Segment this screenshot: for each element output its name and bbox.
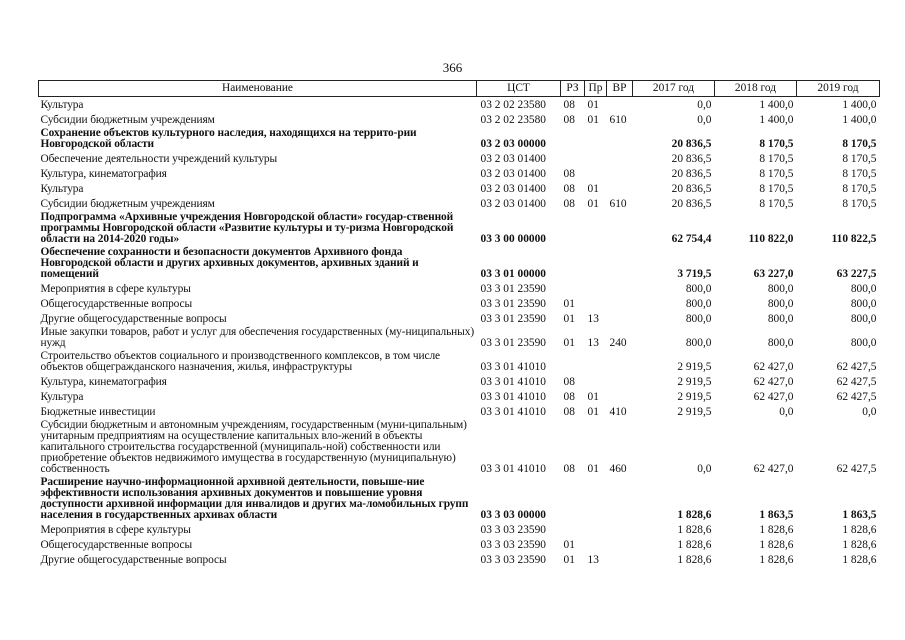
row-2019: 62 427,5 [836,391,877,403]
row-vr [607,522,633,537]
row-vr [607,296,633,311]
row-2017: 800,0 [685,313,712,325]
row-2017: 1 828,6 [677,509,712,521]
row-2017: 0,0 [697,114,712,126]
row-2018: 1 828,6 [759,554,794,566]
row-name: Другие общегосударственные вопросы [40,554,227,566]
row-cst: 03 2 02 23580 [480,99,546,111]
row-cst: 03 3 01 00000 [480,268,546,280]
table-row [39,404,880,419]
row-rz: 08 [563,406,575,418]
row-name: Субсидии бюджетным учреждениям [40,198,215,210]
row-2017: 800,0 [685,298,712,310]
row-pr: 01 [587,391,599,403]
row-2018: 800,0 [767,337,794,349]
row-name: Подпрограмма «Архивные учреждения Новгородской области» государ-ственной программы Новгородской области «Развитие культуры и ту-ризма Новгородской области на 2014-2020 годы» [40,211,454,245]
row-2018: 8 170,5 [759,138,794,150]
row-rz: 08 [563,198,575,210]
row-name: Бюджетные инвестиции [40,406,156,418]
row-cst: 03 3 01 41010 [480,391,546,403]
row-cst: 03 3 01 41010 [480,361,546,373]
row-2019: 800,0 [850,313,877,325]
row-rz: 01 [563,313,575,325]
row-cst: 03 2 03 00000 [480,138,546,150]
row-2019: 62 427,5 [836,376,877,388]
row-vr [607,246,633,281]
row-rz: 08 [563,183,575,195]
row-2018: 1 400,0 [759,99,794,111]
row-vr: 460 [609,463,627,475]
row-rz [561,476,585,522]
row-rz [561,522,585,537]
row-2017: 20 836,5 [671,153,712,165]
row-2019: 110 822,5 [831,233,877,245]
row-2018: 63 227,0 [753,268,794,280]
row-2019: 1 828,6 [842,554,877,566]
row-2019: 1 828,6 [842,539,877,551]
row-2019: 800,0 [850,298,877,310]
table-row [39,389,880,404]
table-row [39,326,880,350]
row-vr [607,476,633,522]
row-rz [561,281,585,296]
row-cst: 03 3 01 41010 [480,376,546,388]
row-pr: 01 [587,99,599,111]
table-row [39,476,880,522]
row-vr [607,151,633,166]
row-2019: 1 828,6 [842,524,877,536]
header-name: Наименование [39,81,477,97]
row-cst: 03 2 03 01400 [480,198,546,210]
header-rz: РЗ [561,81,585,97]
row-pr [585,151,607,166]
row-2019: 8 170,5 [842,198,877,210]
page-number: 366 [442,60,463,75]
row-vr [607,166,633,181]
row-2017: 20 836,5 [671,138,712,150]
row-pr [585,211,607,246]
row-pr [585,246,607,281]
row-cst: 03 3 01 23590 [480,283,546,295]
row-cst: 03 3 03 23590 [480,524,546,536]
row-2017: 1 828,6 [677,539,712,551]
table-row [39,181,880,196]
table-row [39,522,880,537]
row-vr [607,350,633,374]
row-2018: 1 828,6 [759,524,794,536]
row-2018: 800,0 [767,313,794,325]
row-2017: 2 919,5 [677,406,712,418]
row-vr [607,537,633,552]
row-name: Обеспечение деятельности учреждений культуры [40,153,278,165]
row-rz [561,151,585,166]
row-name: Культура, кинематография [40,168,167,180]
row-2018: 62 427,0 [753,391,794,403]
table-row [39,166,880,181]
row-cst: 03 2 03 01400 [480,183,546,195]
row-rz: 08 [563,114,575,126]
row-2018: 62 427,0 [753,361,794,373]
table-row [39,97,880,113]
row-2018: 1 400,0 [759,114,794,126]
row-vr [607,374,633,389]
table-row [39,537,880,552]
row-pr: 13 [587,313,599,325]
row-name: Субсидии бюджетным и автономным учреждениям, государственным (муни-ципальным) унитарным предприятиям на осуществление капитальных вло-жений в объекты капитального строительства государственной (муниципаль-ной) собственности или приобретение объектов недвижимого имущества в государственную (муниципальную) собственность [40,419,467,475]
table-row [39,127,880,151]
header-cst: ЦСТ [477,81,561,97]
row-2017: 800,0 [685,337,712,349]
table-row [39,246,880,281]
table-header-row [39,81,880,97]
row-name: Другие общегосударственные вопросы [40,313,227,325]
row-vr [607,127,633,151]
row-2017: 20 836,5 [671,183,712,195]
row-2018: 800,0 [767,283,794,295]
row-2018: 62 427,0 [753,376,794,388]
row-name: Обеспечение сохранности и безопасности документов Архивного фонда Новгородской области и других архивных документов, архивных зданий и помещений [40,246,419,280]
header-2017: 2017 год [633,81,715,97]
row-2017: 2 919,5 [677,361,712,373]
row-pr [585,476,607,522]
row-name: Расширение научно-информационной архивной деятельности, повыше-ние эффективности использования архивных документов и повышение уровня доступности архивной информации для инвалидов и других ма-ломобильных групп населения в государственных архивах области [40,476,469,521]
row-rz: 08 [563,376,575,388]
row-pr [585,166,607,181]
table-row [39,281,880,296]
row-vr [607,311,633,326]
header-vr: ВР [607,81,633,97]
row-name: Мероприятия в сфере культуры [40,283,191,295]
table-row [39,350,880,374]
row-2019: 8 170,5 [842,168,877,180]
row-rz: 01 [563,554,575,566]
row-cst: 03 3 01 23590 [480,298,546,310]
row-rz: 08 [563,99,575,111]
row-name: Субсидии бюджетным учреждениям [40,114,215,126]
row-pr [585,127,607,151]
row-name: Общегосударственные вопросы [40,298,193,310]
row-name: Строительство объектов социального и производственного комплексов, в том числе объектов общегражданского назначения, жилья, инфраструктуры [40,350,440,373]
row-pr [585,522,607,537]
row-2018: 8 170,5 [759,168,794,180]
row-name: Иные закупки товаров, работ и услуг для обеспечения государственных (му-ниципальных) нужд [40,326,475,349]
row-2017: 2 919,5 [677,391,712,403]
row-pr [585,350,607,374]
row-cst: 03 3 03 23590 [480,539,546,551]
row-2019: 8 170,5 [842,153,877,165]
row-vr [607,211,633,246]
row-pr: 01 [587,114,599,126]
row-rz: 01 [563,539,575,551]
row-2018: 62 427,0 [753,463,794,475]
row-cst: 03 2 03 01400 [480,168,546,180]
row-name: Культура [40,391,84,403]
row-pr [585,374,607,389]
row-pr [585,296,607,311]
row-pr [585,281,607,296]
row-name: Общегосударственные вопросы [40,539,193,551]
row-2019: 62 427,5 [836,463,877,475]
header-pr: Пр [585,81,607,97]
table-row [39,552,880,567]
row-vr: 610 [609,198,627,210]
row-2019: 800,0 [850,337,877,349]
row-pr: 01 [587,463,599,475]
row-2017: 20 836,5 [671,168,712,180]
row-name: Культура [40,183,84,195]
row-2017: 62 754,4 [671,233,712,245]
row-2017: 0,0 [697,99,712,111]
row-2018: 110 822,0 [748,233,794,245]
row-cst: 03 3 01 23590 [480,313,546,325]
row-vr [607,389,633,404]
row-rz [561,350,585,374]
row-2018: 0,0 [779,406,794,418]
row-2019: 800,0 [850,283,877,295]
row-vr [607,552,633,567]
row-rz [561,211,585,246]
table-body [39,97,880,568]
row-pr: 01 [587,183,599,195]
row-vr [607,181,633,196]
row-rz: 01 [563,337,575,349]
row-2018: 800,0 [767,298,794,310]
row-2019: 8 170,5 [842,138,877,150]
row-cst: 03 3 03 00000 [480,509,546,521]
row-2018: 8 170,5 [759,198,794,210]
row-2019: 0,0 [862,406,877,418]
row-2018: 1 828,6 [759,539,794,551]
row-pr: 01 [587,406,599,418]
row-2017: 20 836,5 [671,198,712,210]
row-vr [607,281,633,296]
row-pr: 13 [587,554,599,566]
row-2018: 8 170,5 [759,183,794,195]
row-rz: 08 [563,391,575,403]
row-2017: 1 828,6 [677,524,712,536]
row-cst: 03 2 02 23580 [480,114,546,126]
row-2017: 3 719,5 [677,268,712,280]
row-2019: 1 863,5 [842,509,877,521]
row-vr: 410 [609,406,627,418]
table-row [39,151,880,166]
row-2017: 2 919,5 [677,376,712,388]
row-rz [561,127,585,151]
row-cst: 03 2 03 01400 [480,153,546,165]
row-2017: 1 828,6 [677,554,712,566]
row-rz: 01 [563,298,575,310]
row-2019: 8 170,5 [842,183,877,195]
row-name: Мероприятия в сфере культуры [40,524,191,536]
table-row [39,311,880,326]
table-row [39,112,880,127]
row-cst: 03 3 03 23590 [480,554,546,566]
table-row [39,211,880,246]
row-2019: 1 400,0 [842,99,877,111]
row-2018: 8 170,5 [759,153,794,165]
row-rz [561,246,585,281]
budget-table [38,80,880,567]
row-vr: 610 [609,114,627,126]
row-cst: 03 3 01 41010 [480,463,546,475]
row-vr: 240 [609,337,627,349]
row-pr: 13 [587,337,599,349]
row-rz: 08 [563,463,575,475]
row-name: Сохранение объектов культурного наследия, находящихся на террито-рии Новгородской области [40,127,417,150]
row-cst: 03 3 01 23590 [480,337,546,349]
table-row [39,374,880,389]
table-row [39,296,880,311]
row-2019: 1 400,0 [842,114,877,126]
row-2017: 800,0 [685,283,712,295]
row-pr [585,537,607,552]
table-row [39,419,880,476]
row-name: Культура, кинематография [40,376,167,388]
table-row [39,196,880,211]
header-2018: 2018 год [715,81,797,97]
row-cst: 03 3 01 41010 [480,406,546,418]
row-name: Культура [40,99,84,111]
row-2017: 0,0 [697,463,712,475]
header-2019: 2019 год [797,81,880,97]
row-vr [607,97,633,113]
row-2018: 1 863,5 [759,509,794,521]
row-2019: 63 227,5 [836,268,877,280]
row-rz: 08 [563,168,575,180]
row-pr: 01 [587,198,599,210]
row-cst: 03 3 00 00000 [480,233,546,245]
row-2019: 62 427,5 [836,361,877,373]
